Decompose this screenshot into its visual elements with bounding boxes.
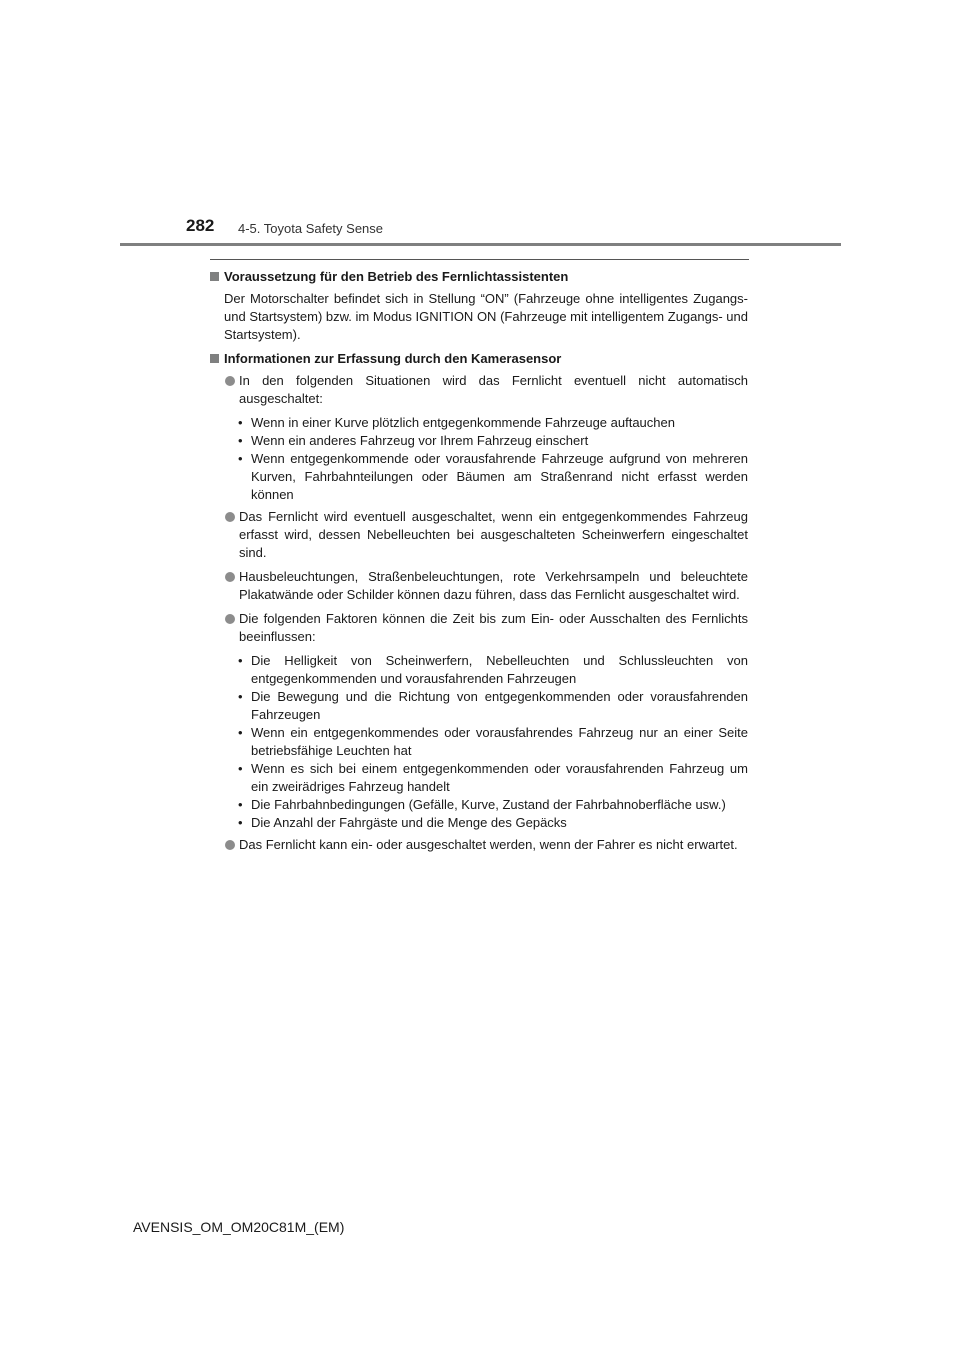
dot-marker-icon: • xyxy=(238,689,243,704)
sub-list xyxy=(210,652,748,832)
sub-item-text: Die Bewegung und die Richtung von entgegenkommenden oder vorausfahrenden Fahrzeugen xyxy=(251,689,748,722)
paragraph: Der Motorschalter befindet sich in Stellung “ON” (Fahrzeuge ohne intelligentes Zugangs- und Startsystem) bzw. im Modus IGNITION ON (Fahrzeuge mit intelligentem Zugangs- und Startsystem). xyxy=(224,291,748,342)
sub-item-text: Die Fahrbahnbedingungen (Gefälle, Kurve, Zustand der Fahrbahnoberfläche usw.) xyxy=(251,797,726,812)
sub-list-item xyxy=(210,432,748,450)
circle-bullet-icon xyxy=(225,840,235,850)
circle-bullet-icon xyxy=(225,376,235,386)
square-bullet-icon xyxy=(210,272,219,281)
sub-list xyxy=(210,414,748,504)
content-area xyxy=(210,268,748,860)
dot-marker-icon: • xyxy=(238,653,243,668)
sub-list-item xyxy=(210,688,748,724)
sub-item-text: Wenn entgegenkommende oder vorausfahrende Fahrzeuge aufgrund von mehreren Kurven, Fahrbahnteilungen oder Bäumen am Straßenrand nicht erfasst werden können xyxy=(251,451,748,502)
sub-item-text: Wenn ein entgegenkommendes oder vorausfahrendes Fahrzeug nur an einer Seite betriebsfähige Leuchten hat xyxy=(251,725,748,758)
bullet-text: Die folgenden Faktoren können die Zeit bis zum Ein- oder Ausschalten des Fernlichts beeinflussen: xyxy=(239,611,748,644)
sub-item-text: Die Helligkeit von Scheinwerfern, Nebelleuchten und Schlussleuchten von entgegenkommenden und vorausfahrenden Fahrzeugen xyxy=(251,653,748,686)
dot-marker-icon: • xyxy=(238,725,243,740)
sub-list-item xyxy=(210,760,748,796)
section-title: 4-5. Toyota Safety Sense xyxy=(238,221,384,236)
dot-marker-icon: • xyxy=(238,451,243,466)
heading-betrieb xyxy=(210,268,748,286)
sub-list-item xyxy=(210,814,748,832)
footer-doc-code: AVENSIS_OM_OM20C81M_(EM) xyxy=(133,1219,345,1235)
dot-marker-icon: • xyxy=(238,797,243,812)
square-bullet-icon xyxy=(210,354,219,363)
heading-text: Voraussetzung für den Betrieb des Fernlichtassistenten xyxy=(224,269,569,284)
bullet-text: Hausbeleuchtungen, Straßenbeleuchtungen, rote Verkehrsampeln und beleuchtete Plakatwände oder Schilder können dazu führen, dass das Fernlicht ausgeschaltet wird. xyxy=(239,569,748,602)
sub-list-item xyxy=(210,414,748,432)
bullet-item xyxy=(210,836,748,854)
bullet-item xyxy=(210,508,748,562)
dot-marker-icon: • xyxy=(238,415,243,430)
circle-bullet-icon xyxy=(225,512,235,522)
bullet-text: In den folgenden Situationen wird das Fernlicht eventuell nicht automatisch ausgeschaltet: xyxy=(239,373,748,406)
page-number: 282 xyxy=(186,216,215,235)
circle-bullet-icon xyxy=(225,572,235,582)
content-rule xyxy=(210,259,749,260)
dot-marker-icon: • xyxy=(238,815,243,830)
circle-bullet-icon xyxy=(225,614,235,624)
dot-marker-icon: • xyxy=(238,761,243,776)
sub-list-item xyxy=(210,450,748,504)
bullet-text: Das Fernlicht wird eventuell ausgeschaltet, wenn ein entgegenkommendes Fahrzeug erfasst wird, dessen Nebelleuchten bei ausgeschalteten Scheinwerfern eingeschaltet sind. xyxy=(239,509,748,560)
bullet-item xyxy=(210,372,748,408)
sub-item-text: Die Anzahl der Fahrgäste und die Menge des Gepäcks xyxy=(251,815,567,830)
sub-list-item xyxy=(210,652,748,688)
dot-marker-icon: • xyxy=(238,433,243,448)
sub-item-text: Wenn ein anderes Fahrzeug vor Ihrem Fahrzeug einschert xyxy=(251,433,589,448)
bullet-item xyxy=(210,610,748,646)
bullet-text: Das Fernlicht kann ein- oder ausgeschaltet werden, wenn der Fahrer es nicht erwartet. xyxy=(239,837,738,852)
sub-item-text: Wenn es sich bei einem entgegenkommenden oder vorausfahrenden Fahrzeug um ein zweirädriges Fahrzeug handelt xyxy=(251,761,748,794)
header-rule xyxy=(120,243,841,246)
sub-list-item xyxy=(210,724,748,760)
heading-text: Informationen zur Erfassung durch den Kamerasensor xyxy=(224,351,562,366)
heading-kamerasensor xyxy=(210,350,748,368)
sub-item-text: Wenn in einer Kurve plötzlich entgegenkommende Fahrzeuge auftauchen xyxy=(251,415,675,430)
bullet-item xyxy=(210,568,748,604)
sub-list-item xyxy=(210,796,748,814)
